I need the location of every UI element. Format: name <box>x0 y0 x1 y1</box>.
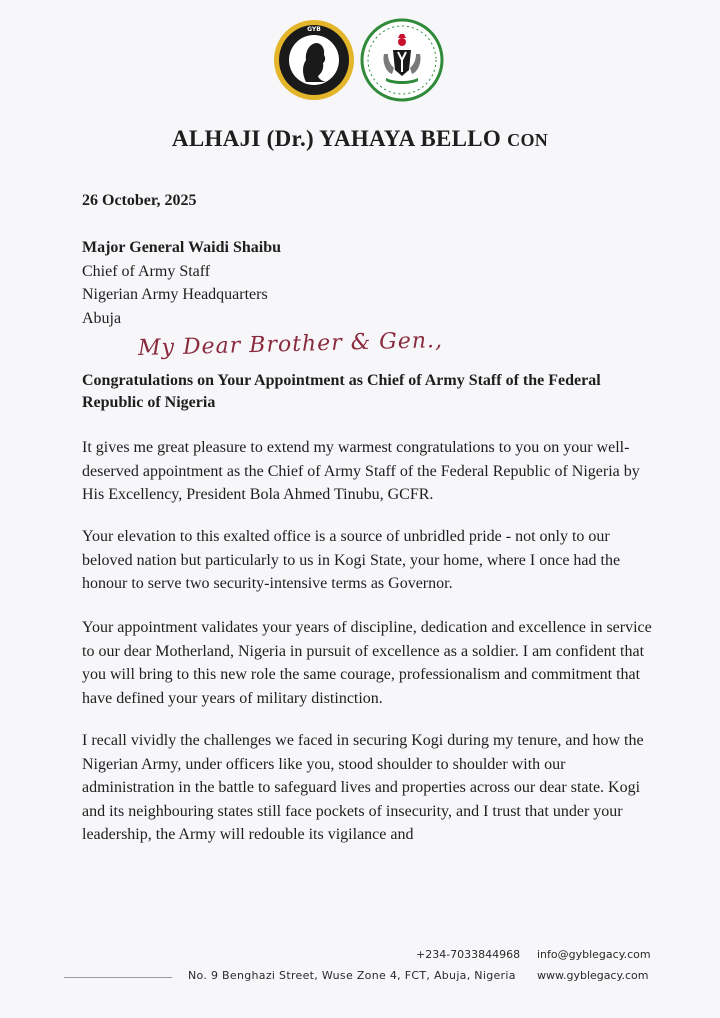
footer-address: No. 9 Benghazi Street, Wuse Zone 4, FCT, Abuja, Nigeria <box>188 969 516 982</box>
recipient-city: Abuja <box>82 309 122 327</box>
footer-divider <box>64 977 172 978</box>
footer-website[interactable]: www.gyblegacy.com <box>537 969 649 982</box>
footer-phone: +234-7033844968 <box>416 948 521 961</box>
letterhead-name <box>0 126 720 152</box>
body-paragraph-3: Your appointment validates your years of discipline, dedication and excellence in service to our dear Motherland, Nigeria in pursuit of excellence as a soldier. I am confident that you will bring to this new role the same courage, professionalism and commitment that have defined your years of military distinction. <box>82 619 652 707</box>
footer-email[interactable]: info@gyblegacy.com <box>537 948 651 961</box>
svg-text:GYB: GYB <box>307 26 321 33</box>
coat-of-arms-logo <box>360 18 444 102</box>
body-paragraph-4: I recall vividly the challenges we faced in securing Kogi during my tenure, and how the Nigerian Army, under officers like you, stood shoulder to shoulder with our administration in the battle to safeguard lives and properties across our dear state. Kogi and its neighbouring states still face pockets of insecurity, and I trust that under your leadership, the Army will redouble its vigilance and <box>82 732 644 843</box>
recipient-org: Nigerian Army Headquarters <box>82 286 268 303</box>
body-paragraph-1: It gives me great pleasure to extend my warmest congratulations to you on your well-deserved appointment as the Chief of Army Staff of the Federal Republic of Nigeria by His Excellency, President Bola Ahmed Tinubu, GCFR. <box>82 439 640 503</box>
subject-line: Congratulations on Your Appointment as Chief of Army Staff of the Federal Republic of Nigeria <box>82 372 601 411</box>
letter-date: 26 October, 2025 <box>82 192 197 209</box>
body-paragraph-2: Your elevation to this exalted office is a source of unbridled pride - not only to our beloved nation but particularly to us in Kogi State, your home, where I once had the honour to serve two security-intensive terms as Governor. <box>82 528 621 592</box>
gyb-logo <box>272 18 356 102</box>
handwritten-salutation: My Dear Brother & Gen., <box>137 328 444 361</box>
letterhead-main: ALHAJI (Dr.) YAHAYA BELLO <box>171 126 502 151</box>
recipient-name: Major General Waidi Shaibu <box>82 239 281 256</box>
recipient-title: Chief of Army Staff <box>82 262 211 280</box>
letterhead-suffix: CON <box>507 130 549 150</box>
recipient-address <box>82 236 281 330</box>
